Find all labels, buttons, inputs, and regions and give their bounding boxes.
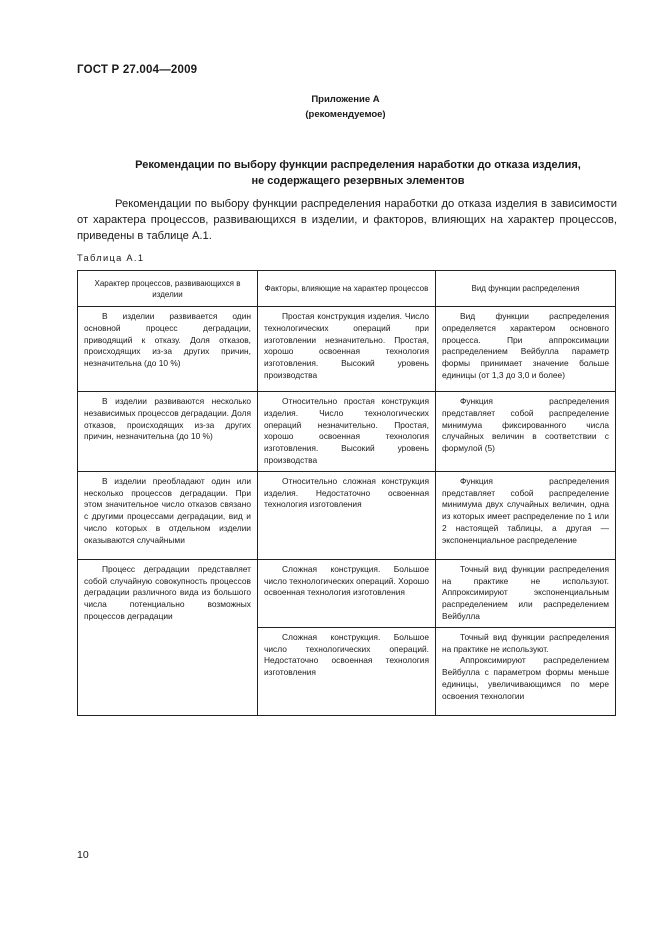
factors-cell: Относительно сложная конструкция изделия. Недостаточно освоенная технология изготовления <box>258 471 436 559</box>
section-title-line-1: Рекомендации по выбору функции распределения наработки до отказа изделия, <box>135 159 581 171</box>
intro-paragraph: Рекомендации по выбору функции распределения наработки до отказа изделия в зависимости от характера процессов, развивающихся в изделии, и факторов, влияющих на характер процессов, приведены в таблице А.1. <box>77 198 617 242</box>
column-header-processes: Характер процессов, развивающихся в изделии <box>78 271 258 307</box>
appendix-status: (рекомендуемое) <box>305 109 386 120</box>
table-row <box>78 559 616 627</box>
recommendations-table <box>77 270 616 716</box>
process-cell: В изделии преобладают один или несколько процессов деградации. При этом значительное число отказов связано с другими процессами деградации, вид и число которых в отдельном изделии оказываются случайными <box>78 471 258 559</box>
table-caption: Таблица А.1 <box>77 253 145 263</box>
section-title-line-2: не содержащего резервных элементов <box>251 175 465 187</box>
distribution-cell: Точный вид функции распределения на практике не используют. Аппроксимируют экспоненциальным распределением или распределением Вейбулла <box>436 559 616 627</box>
factors-cell: Сложная конструкция. Большое число технологических операций. Недостаточно освоенная технология изготовления <box>258 627 436 715</box>
column-header-factors: Факторы, влияющие на характер процессов <box>258 271 436 307</box>
distribution-cell: Точный вид функции распределения на практике не используют. Аппроксимируют распределением Вейбулла с параметром формы меньше единицы, увеличивающимся по мере освоения технологии <box>436 627 616 715</box>
table-header-row <box>78 271 616 307</box>
column-header-distribution: Вид функции распределения <box>436 271 616 307</box>
table-row <box>78 307 616 392</box>
table-row <box>78 471 616 559</box>
section-title <box>88 157 628 189</box>
factors-cell: Сложная конструкция. Большое число технологических операций. Хорошо освоенная технология изготовления <box>258 559 436 627</box>
distribution-cell: Функция распределения представляет собой распределение минимума двух случайных величин, одна из которых имеет распределение по 1 или 2 настоящей таблицы, а другая — экспоненциальное распределение <box>436 471 616 559</box>
factors-cell: Простая конструкция изделия. Число технологических операций при изготовлении незначительно. Простая, хорошо освоенная технология изготовления. Высокий уровень производства <box>258 307 436 392</box>
appendix-heading <box>0 92 661 122</box>
process-cell: В изделии развиваются несколько независимых процессов деградации. Доля отказов, происходящих из-за других причин, незначительна (до 10 %) <box>78 392 258 472</box>
process-cell: Процесс деградации представляет собой случайную совокупность процессов деградации различного вида из большого числа потенциально возможных процессов деградации <box>78 559 258 715</box>
distribution-cell: Функция распределения представляет собой распределение минимума фиксированного числа случайных величин в соответствии с формулой (5) <box>436 392 616 472</box>
appendix-title: Приложение А <box>311 94 380 105</box>
page-number: 10 <box>77 849 89 861</box>
factors-cell: Относительно простая конструкция изделия. Число технологических операций незначительно. Простая, хорошо освоенная технология изготовления. Высокий уровень производства <box>258 392 436 472</box>
table-row <box>78 392 616 472</box>
document-header: ГОСТ Р 27.004—2009 <box>77 64 198 76</box>
distribution-cell: Вид функции распределения определяется характером основного процесса. При аппроксимации распределением Вейбулла параметр формы принимает значение больше единицы (от 1,3 до 3,0 и более) <box>436 307 616 392</box>
process-cell: В изделии развивается один основной процесс деградации, приводящий к отказу. Доля отказов, происходящих из-за других причин, незначительна (до 10 %) <box>78 307 258 392</box>
